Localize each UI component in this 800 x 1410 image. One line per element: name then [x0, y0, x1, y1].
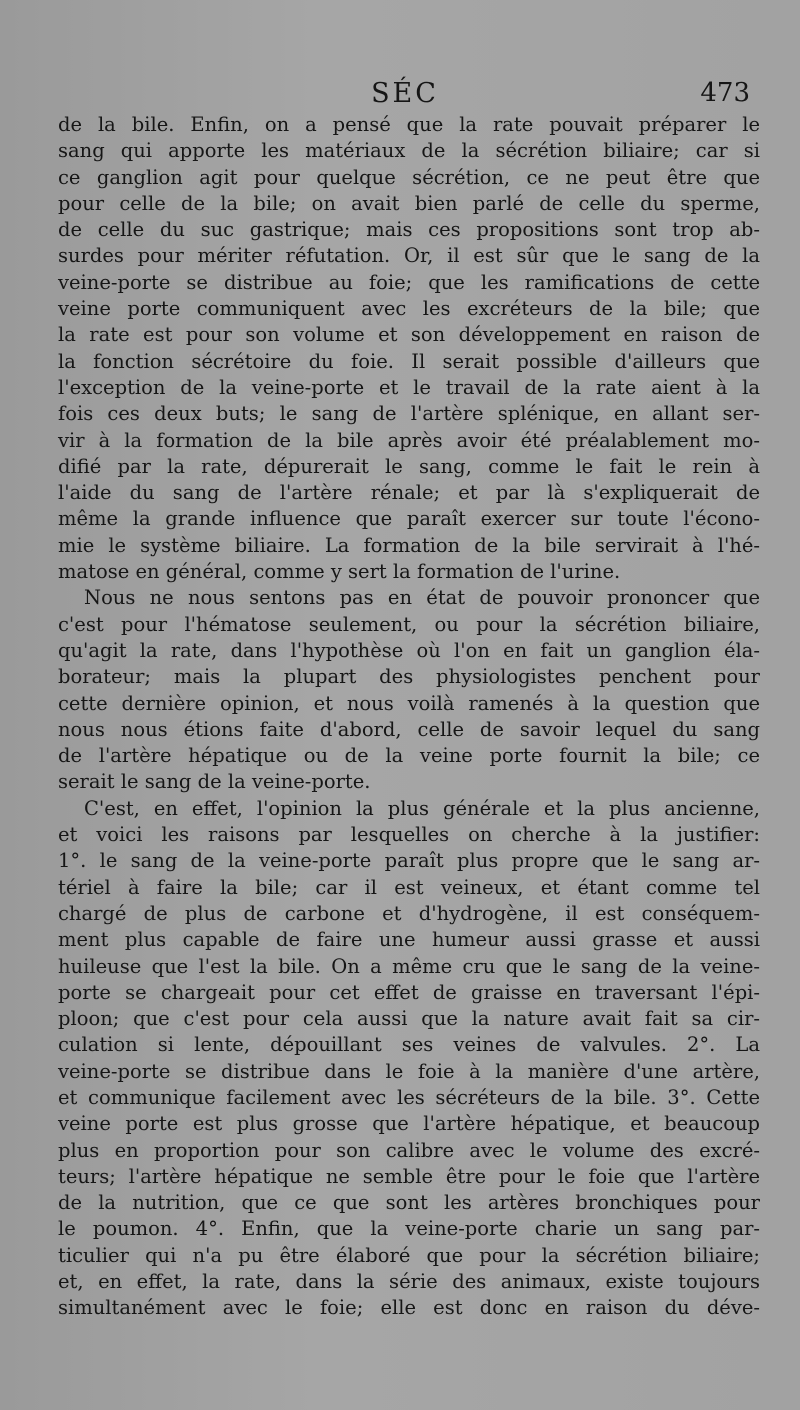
text-line: de la bile. Enfin, on a pensé que la rate pouvait préparer le [58, 113, 760, 136]
text-line: l'aide du sang de l'artère rénale; et par là s'expliquerait de [58, 481, 760, 505]
text-line: ticulier qui n'a pu être élaboré que pour la sécrétion biliaire; [58, 1243, 760, 1267]
text-line: la rate est pour son volume et son développement en raison de [58, 323, 760, 347]
text-line: surdes pour mériter réfutation. Or, il est sûr que le sang de la [58, 244, 760, 268]
text-line: mie le système biliaire. La formation de la bile servirait à l'hé- [58, 533, 760, 557]
text-line: chargé de plus de carbone et d'hydrogène, il est conséquem- [58, 901, 760, 925]
text-line: pour celle de la bile; on avait bien parlé de celle du sperme, [58, 191, 760, 215]
text-line: veine-porte se distribue au foie; que les ramifications de cette [58, 270, 760, 294]
text-line: de la nutrition, que ce que sont les artères bronchiques pour [58, 1191, 760, 1215]
text-line: nous nous étions faite d'abord, celle de savoir lequel du sang [58, 717, 760, 741]
text-line: et communique facilement avec les sécréteurs de la bile. 3°. Cette [58, 1085, 760, 1109]
text-line: matose en général, comme y sert la formation de l'urine. [58, 560, 621, 584]
text-line: C'est, en effet, l'opinion la plus générale et la plus ancienne, [84, 796, 760, 820]
text-line: ce ganglion agit pour quelque sécrétion, ce ne peut être que [58, 165, 760, 189]
text-line: veine porte communiquent avec les excréteurs de la bile; que [58, 297, 760, 321]
text-line: plus en proportion pour son calibre avec le volume des excré- [58, 1138, 760, 1162]
text-line: tériel à faire la bile; car il est veineux, et étant comme tel [58, 875, 760, 899]
text-line: le poumon. 4°. Enfin, que la veine-porte charie un sang par- [58, 1217, 760, 1241]
text-line: et voici les raisons par lesquelles on cherche à la justifier: [58, 823, 760, 847]
text-line: l'exception de la veine-porte et le travail de la rate aient à la [58, 375, 760, 399]
text-line: difié par la rate, dépurerait le sang, comme le fait le rein à [58, 454, 760, 478]
text-line: ploon; que c'est pour cela aussi que la nature avait fait sa cir- [58, 1007, 760, 1031]
text-line: serait le sang de la veine-porte. [58, 770, 371, 794]
text-line: de celle du suc gastrique; mais ces propositions sont trop ab- [58, 218, 760, 242]
text-line: vir à la formation de la bile après avoir été préalablement mo- [58, 428, 760, 452]
text-line: borateur; mais la plupart des physiologistes penchent pour [58, 665, 760, 689]
text-line: culation si lente, dépouillant ses veines de valvules. 2°. La [58, 1033, 760, 1057]
text-line: de l'artère hépatique ou de la veine porte fournit la bile; ce [58, 744, 760, 768]
text-line: et, en effet, la rate, dans la série des animaux, existe toujours [58, 1270, 760, 1294]
body-text [58, 112, 760, 1322]
text-line: la fonction sécrétoire du foie. Il serait possible d'ailleurs que [58, 349, 760, 373]
text-line: fois ces deux buts; le sang de l'artère splénique, en allant ser- [58, 402, 760, 426]
text-line: Nous ne nous sentons pas en état de pouvoir prononcer que [84, 586, 760, 610]
text-line: qu'agit la rate, dans l'hypothèse où l'on en fait un ganglion éla- [58, 638, 760, 662]
text-line: même la grande influence que paraît exercer sur toute l'écono- [58, 507, 760, 531]
text-line: teurs; l'artère hépatique ne semble être pour le foie que l'artère [58, 1164, 760, 1188]
text-line: simultanément avec le foie; elle est donc en raison du déve- [58, 1296, 760, 1320]
text-line: c'est pour l'hématose seulement, ou pour la sécrétion biliaire, [58, 612, 760, 636]
text-line: sang qui apporte les matériaux de la sécrétion biliaire; car si [58, 139, 760, 163]
running-head: SÉC [371, 78, 439, 109]
text-line: ment plus capable de faire une humeur aussi grasse et aussi [58, 928, 760, 952]
text-line: veine-porte se distribue dans le foie à la manière d'une artère, [58, 1059, 760, 1083]
text-line: porte se chargeait pour cet effet de graisse en traversant l'épi- [58, 980, 760, 1004]
text-line: 1°. le sang de la veine-porte paraît plus propre que le sang ar- [58, 849, 760, 873]
page-number: 473 [700, 78, 750, 108]
text-line: huileuse que l'est la bile. On a même cru que le sang de la veine- [58, 954, 760, 978]
text-line: veine porte est plus grosse que l'artère hépatique, et beaucoup [58, 1112, 760, 1136]
text-line: cette dernière opinion, et nous voilà ramenés à la question que [58, 691, 760, 715]
